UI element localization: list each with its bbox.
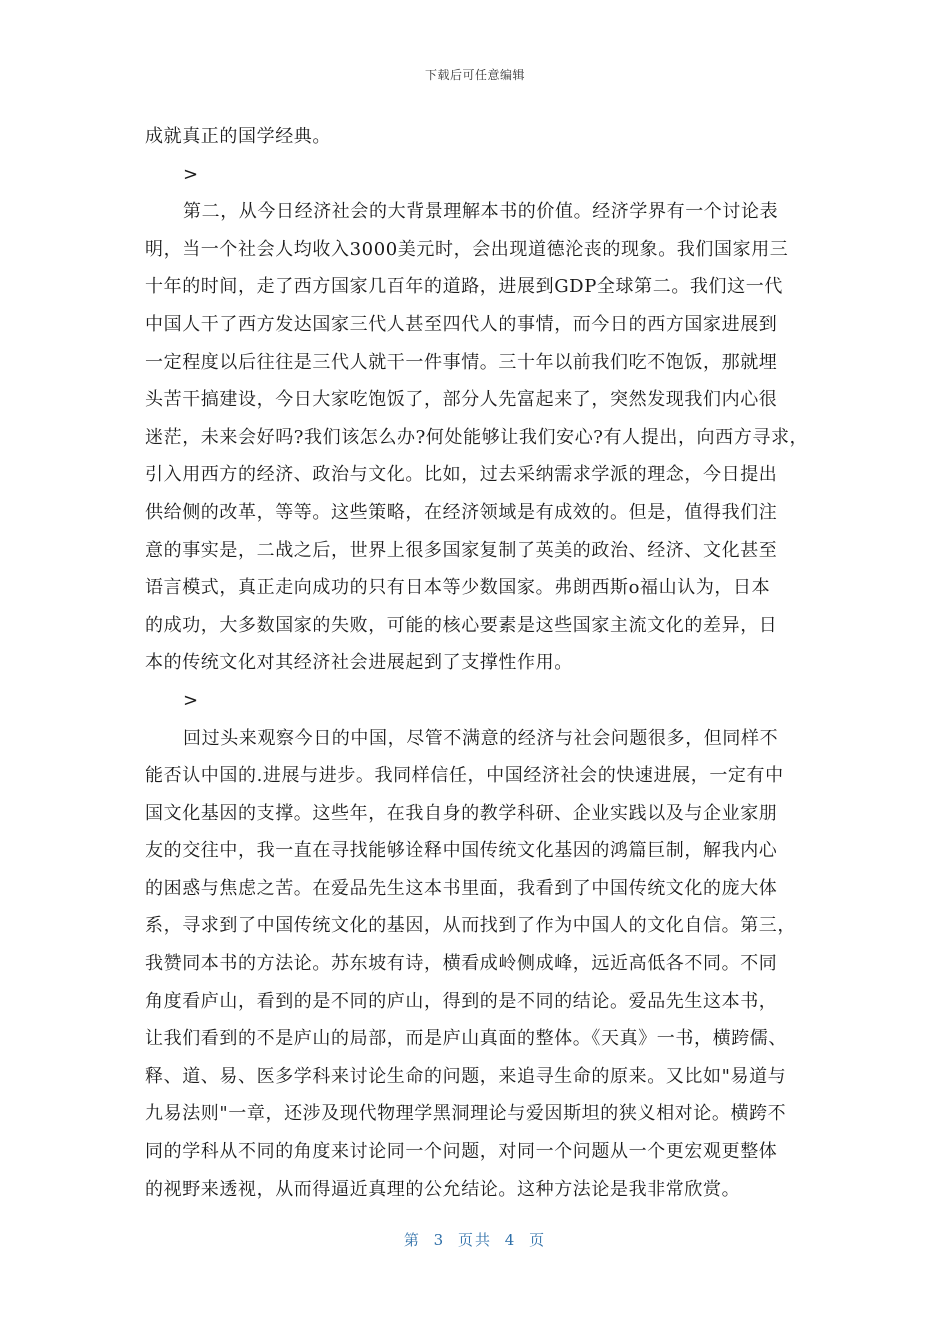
text-line: 一定程度以后往往是三代人就干一件事情。三十年以前我们吃不饱饭，那就埋 (145, 351, 778, 373)
text-line: 成就真正的国学经典。 (145, 126, 331, 147)
page-header: 下载后可任意编辑 (424, 68, 525, 82)
text-line: 本的传统文化对其经济社会进展起到了支撑性作用。 (145, 652, 573, 674)
text-line: 明，当一个社会人均收入3000美元时，会出现道德沦丧的现象。我们国家用三 (145, 238, 789, 260)
text-line: 国文化基因的支撑。这些年，在我自身的教学科研、企业实践以及与企业家朋 (145, 802, 778, 824)
text-line: 我赞同本书的方法论。苏东坡有诗，横看成岭侧成峰，远近高低各不同。不同 (145, 953, 778, 975)
text-line: 能否认中国的.进展与进步。我同样信任，中国经济社会的快速进展，一定有中 (145, 765, 784, 787)
text-line: 语言模式，真正走向成功的只有日本等少数国家。弗朗西斯o福山认为，日本 (145, 577, 771, 599)
text-line: 的视野来透视，从而得逼近真理的公允结论。这种方法论是我非常欣赏。 (145, 1178, 741, 1200)
page-footer: 第 3 页共 4 页 (403, 1231, 547, 1249)
text-line: 友的交往中，我一直在寻找能够诠释中国传统文化基因的鸿篇巨制，解我内心 (145, 840, 778, 862)
text-line: 迷茫，未来会好吗?我们该怎么办?何处能够让我们安心?有人提出，向西方寻求， (145, 426, 809, 448)
text-line: 引入用西方的经济、政治与文化。比如，过去采纳需求学派的理念，今日提出 (145, 464, 778, 486)
text-line: 让我们看到的不是庐山的局部，而是庐山真面的整体。《天真》一书，横跨儒、 (145, 1028, 787, 1050)
paragraph-start: 回过头来观察今日的中国，尽管不满意的经济与社会问题很多，但同样不 (183, 727, 779, 749)
arrow-marker: > (183, 163, 199, 185)
text-line: 系，寻求到了中国传统文化的基因，从而找到了作为中国人的文化自信。第三， (145, 915, 796, 937)
text-line: 的困惑与焦虑之苦。在爱品先生这本书里面，我看到了中国传统文化的庞大体 (145, 877, 778, 899)
text-line: 同的学科从不同的角度来讨论同一个问题，对同一个问题从一个更宏观更整体 (145, 1141, 778, 1163)
text-line: 意的事实是，二战之后，世界上很多国家复制了英美的政治、经济、文化甚至 (145, 539, 778, 561)
text-line: 头苦干搞建设，今日大家吃饱饭了，部分人先富起来了，突然发现我们内心很 (145, 389, 778, 411)
text-line: 的成功，大多数国家的失败，可能的核心要素是这些国家主流文化的差异，日 (145, 614, 778, 636)
text-line: 供给侧的改革，等等。这些策略，在经济领域是有成效的。但是，值得我们注 (145, 501, 778, 523)
text-line: 九易法则"一章，还涉及现代物理学黑洞理论与爱因斯坦的狭义相对论。横跨不 (145, 1103, 787, 1125)
text-line: 角度看庐山，看到的是不同的庐山，得到的是不同的结论。爱品先生这本书， (145, 990, 778, 1012)
text-line: 释、道、易、医多学科来讨论生命的问题，来追寻生命的原来。又比如"易道与 (145, 1065, 787, 1087)
document-body (145, 118, 825, 1208)
paragraph-start: 第二，从今日经济社会的大背景理解本书的价值。经济学界有一个讨论表 (183, 201, 779, 223)
text-line: 十年的时间，走了西方国家几百年的道路，进展到GDP全球第二。我们这一代 (145, 276, 783, 298)
text-line: 中国人干了西方发达国家三代人甚至四代人的事情，而今日的西方国家进展到 (145, 313, 778, 335)
arrow-marker: > (183, 689, 199, 711)
